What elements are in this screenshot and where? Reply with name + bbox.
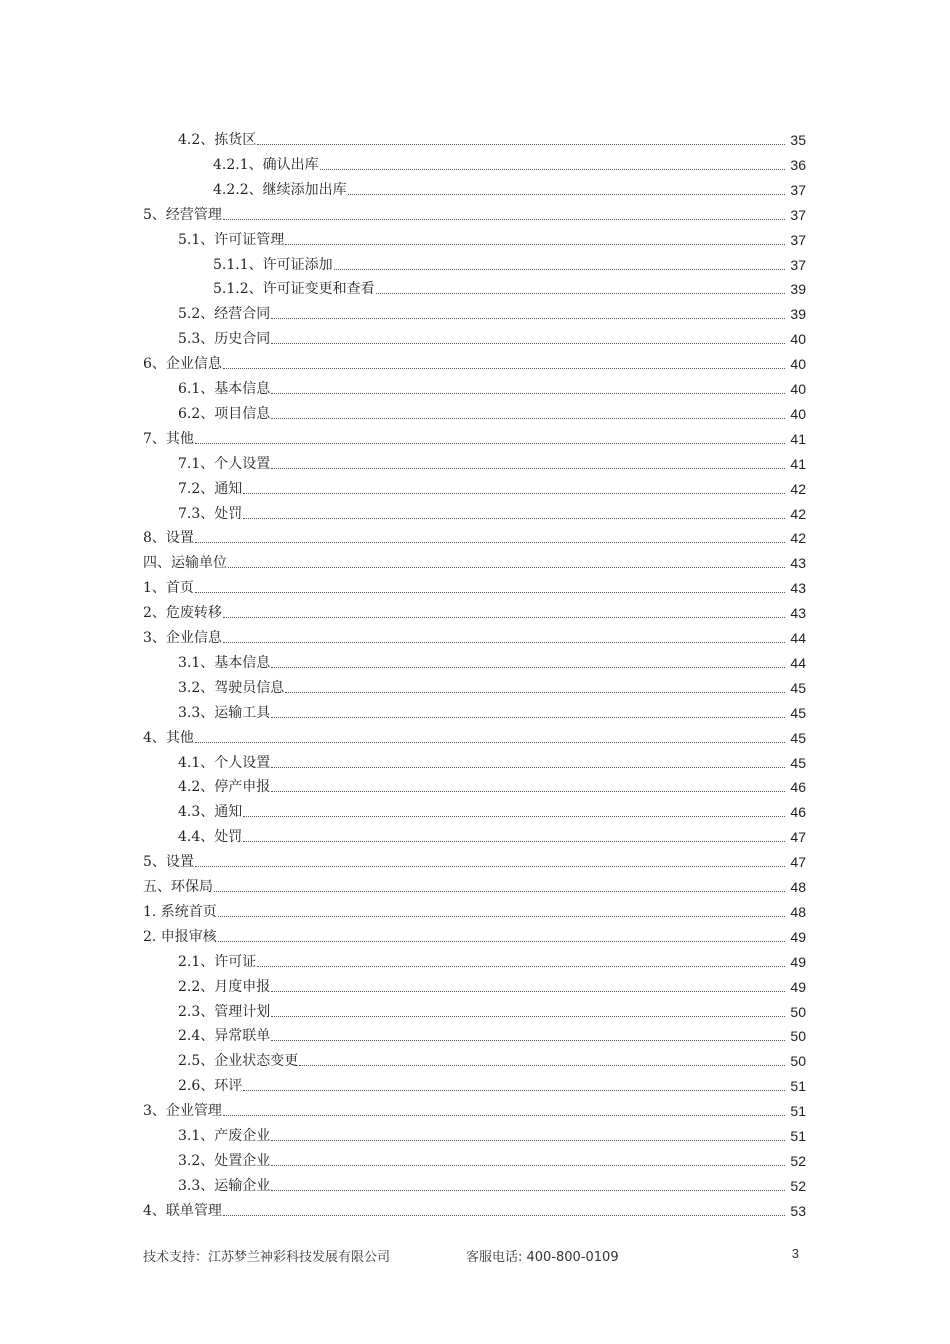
toc-dot-leader [195,541,785,543]
toc-dot-leader [257,965,785,967]
toc-entry[interactable] [0,1171,950,1195]
toc-entry[interactable] [0,274,950,298]
toc-entry[interactable] [0,349,950,373]
toc-entry-title: 3.2、处置企业 [178,1152,271,1169]
toc-entry-title: 5.1、许可证管理 [178,231,285,248]
toc-entry-page-number: 46 [790,779,806,796]
page-footer [143,1246,805,1266]
toc-entry-page-number: 45 [790,679,806,696]
toc-dot-leader [223,218,785,220]
toc-entry-page-number: 44 [790,630,806,646]
toc-entry-title: 4.2、拣货区 [178,132,257,148]
toc-entry[interactable] [0,673,950,697]
toc-dot-leader [271,766,785,768]
toc-entry[interactable] [0,847,950,871]
toc-entry-title: 4.1、个人设置 [178,754,271,771]
toc-entry[interactable] [0,723,950,747]
toc-dot-leader [223,641,785,643]
toc-entry[interactable] [0,573,950,597]
toc-entry-title: 3.3、运输工具 [178,704,271,721]
toc-dot-leader [271,317,785,319]
toc-entry[interactable] [0,623,950,647]
toc-entry-page-number: 49 [790,978,806,995]
toc-entry[interactable] [0,1046,950,1070]
toc-entry-page-number: 43 [790,605,806,622]
toc-entry-title: 7、其他 [143,430,194,447]
toc-dot-leader [285,691,785,693]
toc-entry-page-number: 37 [790,256,806,273]
toc-entry-page-number: 37 [790,181,806,198]
toc-entry-title: 7.2、通知 [178,480,243,497]
toc-dot-leader [271,1015,785,1017]
toc-entry[interactable] [0,972,950,996]
toc-entry-page-number: 41 [790,430,806,447]
toc-entry[interactable] [0,449,950,473]
toc-entry[interactable] [0,997,950,1021]
toc-entry[interactable] [0,947,950,971]
toc-entry-title: 2. 申报审核 [143,928,217,945]
toc-dot-leader [195,591,785,593]
toc-entry-page-number: 50 [790,1028,806,1045]
toc-dot-leader [243,840,785,842]
toc-entry-page-number: 45 [790,729,806,746]
toc-entry-title: 7.3、处罚 [178,505,243,522]
toc-entry-page-number: 45 [790,704,806,721]
toc-entry[interactable] [0,374,950,398]
toc-entry[interactable] [0,424,950,448]
toc-dot-leader [271,666,785,668]
toc-dot-leader [271,790,785,792]
toc-dot-leader [228,566,785,568]
toc-entry-title: 3.3、运输企业 [178,1177,271,1194]
toc-entry-page-number: 37 [790,206,806,223]
toc-dot-leader [376,292,785,294]
toc-dot-leader [271,342,785,344]
toc-entry[interactable] [0,225,950,249]
toc-entry-title: 1、首页 [143,580,194,597]
toc-dot-leader [334,268,785,270]
toc-entry[interactable] [0,523,950,547]
toc-entry-title: 5.1.1、许可证添加 [213,256,333,273]
toc-entry-page-number: 48 [790,903,806,920]
toc-dot-leader [271,392,785,394]
toc-entry[interactable] [0,1021,950,1045]
toc-entry-page-number: 53 [790,1202,806,1219]
toc-entry-title: 3、企业管理 [143,1103,222,1120]
toc-entry-page-number: 51 [790,1103,806,1120]
toc-entry-page-number: 35 [790,132,806,148]
toc-entry-page-number: 41 [790,455,806,472]
toc-entry-page-number: 51 [790,1078,806,1095]
toc-entry-title: 1. 系统首页 [143,903,217,920]
toc-entry-title: 2.5、企业状态变更 [178,1053,299,1070]
toc-dot-leader [223,1114,785,1116]
toc-entry[interactable] [0,598,950,622]
toc-entry-title: 6.2、项目信息 [178,405,271,422]
toc-entry-page-number: 50 [790,1053,806,1070]
toc-entry[interactable] [0,772,950,796]
toc-dot-leader [271,716,785,718]
toc-entry[interactable] [0,399,950,423]
toc-entry[interactable] [0,872,950,896]
toc-entry-title: 5、经营管理 [143,206,222,223]
toc-dot-leader [271,1164,785,1166]
toc-entry-title: 2.1、许可证 [178,953,257,970]
toc-entry-title: 4.4、处罚 [178,829,243,846]
toc-dot-leader [243,1089,785,1091]
toc-entry-title: 8、设置 [143,530,194,547]
toc-entry-title: 5.2、经营合同 [178,306,271,323]
toc-dot-leader [214,890,785,892]
toc-entry[interactable] [0,324,950,348]
toc-dot-leader [223,367,785,369]
toc-entry-page-number: 49 [790,953,806,970]
toc-entry-title: 3.2、驾驶员信息 [178,679,285,696]
toc-dot-leader [243,815,785,817]
toc-entry[interactable] [0,250,950,274]
toc-dot-leader [271,1039,785,1041]
toc-entry[interactable] [0,748,950,772]
toc-entry[interactable] [0,922,950,946]
toc-entry-title: 4.2、停产申报 [178,779,271,796]
toc-dot-leader [195,741,785,743]
toc-entry[interactable] [0,1096,950,1120]
toc-entry-page-number: 44 [790,654,806,671]
toc-dot-leader [195,865,785,867]
toc-dot-leader [257,143,785,145]
toc-dot-leader [271,990,785,992]
toc-entry-page-number: 47 [790,854,806,871]
toc-entry-page-number: 48 [790,879,806,895]
toc-entry-title: 3.1、产废企业 [178,1128,271,1144]
toc-dot-leader [271,1139,785,1141]
toc-entry-page-number: 40 [790,381,806,397]
toc-entry-title: 4.3、通知 [178,804,243,821]
toc-entry-page-number: 37 [790,231,806,248]
toc-entry-page-number: 43 [790,555,806,572]
toc-entry-title: 2.6、环评 [178,1078,243,1095]
toc-entry-page-number: 40 [790,356,806,373]
toc-entry[interactable] [0,200,950,224]
toc-entry[interactable] [0,822,950,846]
toc-entry[interactable] [0,1071,950,1095]
toc-entry[interactable] [0,897,950,921]
toc-entry-page-number: 39 [790,306,806,323]
toc-entry-title: 2.2、月度申报 [178,978,271,995]
toc-entry-title: 4.2.2、继续添加出库 [213,181,347,198]
toc-dot-leader [223,1214,785,1216]
footer-support-text: 技术支持：江苏梦兰神彩科技发展有限公司 [143,1250,391,1265]
footer-hotline-text: 客服电话: 400-800-0109 [466,1250,619,1265]
toc-entry-page-number: 49 [790,928,806,945]
toc-entry[interactable] [0,1121,950,1145]
toc-entry-title: 3.1、基本信息 [178,654,271,671]
toc-entry-page-number: 42 [790,530,806,547]
toc-entry[interactable] [0,698,950,722]
toc-entry[interactable] [0,299,950,323]
toc-entry-page-number: 40 [790,405,806,422]
toc-entry[interactable] [0,797,950,821]
toc-entry[interactable] [0,548,950,572]
toc-dot-leader [271,1189,785,1191]
toc-entry-title: 4、其他 [143,729,194,746]
footer-page-number: 3 [791,1246,799,1261]
toc-dot-leader [271,467,785,469]
toc-entry-page-number: 36 [790,156,806,173]
toc-entry-page-number: 47 [790,829,806,846]
toc-entry[interactable] [0,1146,950,1170]
toc-entry-title: 2.3、管理计划 [178,1003,271,1020]
toc-dot-leader [348,193,785,195]
toc-dot-leader [243,517,785,519]
toc-entry-page-number: 42 [790,505,806,522]
toc-entry[interactable] [0,474,950,498]
toc-dot-leader [299,1064,785,1066]
toc-entry-page-number: 50 [790,1003,806,1020]
toc-dot-leader [218,915,785,917]
toc-entry-page-number: 45 [790,754,806,771]
toc-entry-title: 2、危废转移 [143,605,222,622]
toc-entry-title: 4.2.1、确认出库 [213,156,319,173]
toc-dot-leader [320,168,785,170]
toc-entry-title: 5、设置 [143,854,194,871]
toc-entry-page-number: 52 [790,1152,806,1169]
toc-entry-title: 四、运输单位 [143,555,227,572]
toc-dot-leader [218,940,785,942]
toc-entry-title: 五、环保局 [143,879,213,895]
toc-entry-page-number: 40 [790,331,806,348]
toc-dot-leader [271,417,785,419]
toc-dot-leader [285,243,785,245]
toc-entry-page-number: 42 [790,480,806,497]
toc-entry[interactable] [0,648,950,672]
toc-entry-page-number: 52 [790,1177,806,1194]
toc-entry-title: 7.1、个人设置 [178,455,271,472]
toc-entry-title: 5.3、历史合同 [178,331,271,348]
toc-entry-page-number: 46 [790,804,806,821]
toc-dot-leader [195,442,785,444]
toc-entry-title: 3、企业信息 [143,630,222,646]
toc-entry[interactable] [0,1196,950,1220]
toc-entry-page-number: 51 [790,1128,806,1144]
toc-entry-title: 6、企业信息 [143,356,222,373]
toc-entry-title: 2.4、异常联单 [178,1028,271,1045]
toc-entry[interactable] [0,175,950,199]
toc-entry[interactable] [0,125,950,149]
toc-dot-leader [243,492,785,494]
toc-entry[interactable] [0,150,950,174]
toc-entry[interactable] [0,499,950,523]
toc-entry-title: 6.1、基本信息 [178,381,271,397]
toc-entry-page-number: 43 [790,580,806,597]
toc-entry-page-number: 39 [790,281,806,298]
toc-dot-leader [223,616,785,618]
toc-entry-title: 5.1.2、许可证变更和查看 [213,281,375,298]
toc-entry-title: 4、联单管理 [143,1202,222,1219]
